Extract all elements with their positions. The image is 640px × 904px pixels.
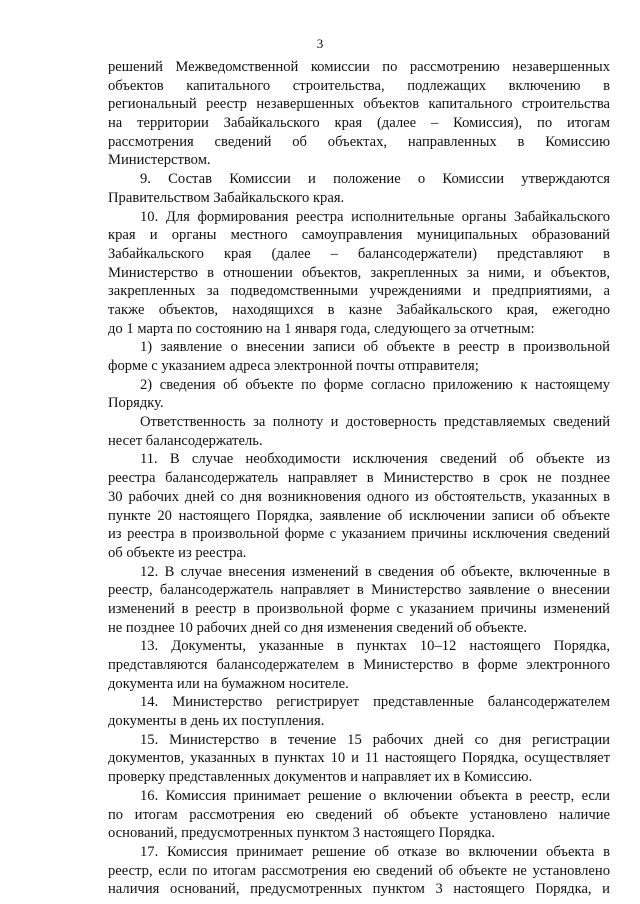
- text-line: Порядку.: [108, 395, 164, 412]
- text-line: объектов капитального строительства, подлежащих включению в: [108, 77, 610, 94]
- text-line: об объекте из реестра.: [108, 544, 247, 561]
- text-line: из реестра в произвольной форме с указанием причины исключения сведений: [108, 526, 610, 543]
- text-line: региональный реестр незавершенных объектов капитального строительства: [108, 96, 610, 113]
- text-line: на территории Забайкальского края (далее – Комиссия), по итогам: [108, 115, 610, 132]
- text-line: 30 рабочих дней со дня возникновения одного из обстоятельств, указанных в: [108, 488, 610, 505]
- text-line: 15. Министерство в течение 15 рабочих дней со дня регистрации: [140, 731, 610, 748]
- text-line: 14. Министерство регистрирует представленные балансодержателем: [140, 694, 610, 711]
- text-line: документа или на бумажном носителе.: [108, 675, 349, 692]
- text-line: оснований, предусмотренных пунктом 3 настоящего Порядка.: [108, 825, 495, 842]
- text-line: Забайкальского края (далее – балансодержатели) представляют в: [108, 245, 610, 262]
- text-line: Правительством Забайкальского края.: [108, 189, 345, 206]
- text-line: реестр, балансодержатель направляет в Министерство заявление о внесении: [108, 582, 610, 599]
- text-line: 10. Для формирования реестра исполнительные органы Забайкальского: [140, 208, 610, 225]
- text-line: 12. В случае внесения изменений в сведения об объекте, включенные в: [140, 563, 610, 580]
- text-line: 1) заявление о внесении записи об объекте в реестр в произвольной: [140, 339, 610, 356]
- text-line: по итогам рассмотрения ею сведений об объекте установлено наличие: [108, 806, 610, 823]
- text-line: 11. В случае необходимости исключения сведений об объекте из: [140, 451, 610, 468]
- text-line: документы в день их поступления.: [108, 713, 325, 730]
- text-line: 9. Состав Комиссии и положение о Комиссии утверждаются: [140, 171, 610, 188]
- text-line: края и органы местного самоуправления муниципальных образований: [108, 227, 610, 244]
- text-line: до 1 марта по состоянию на 1 января года, следующего за отчетным:: [108, 320, 535, 337]
- text-line: 16. Комиссия принимает решение о включении объекта в реестр, если: [140, 787, 610, 804]
- text-line: Министерство в отношении объектов, закрепленных за ними, и объектов,: [108, 264, 610, 281]
- text-line: реестр, если по итогам рассмотрения ею сведений об объекте не установлено: [108, 862, 610, 879]
- text-line: Министерством.: [108, 152, 211, 169]
- text-line: 13. Документы, указанные в пунктах 10–12 настоящего Порядка,: [140, 638, 610, 655]
- text-line: закрепленных за подведомственными учреждениями и предприятиями, а: [108, 283, 610, 300]
- text-line: форме с указанием адреса электронной почты отправителя;: [108, 358, 479, 374]
- text-line: изменений в реестр в произвольной форме с указанием причины изменений: [108, 600, 610, 617]
- text-line: не позднее 10 рабочих дней со дня изменения сведений об объекте.: [108, 619, 528, 636]
- text-line: пункте 20 настоящего Порядка, заявление об исключении записи об объекте: [108, 507, 610, 524]
- text-line: Ответственность за полноту и достоверность представляемых сведений: [140, 414, 610, 431]
- page-number: 3: [316, 36, 324, 51]
- text-line: наличия оснований, предусмотренных пунктом 3 настоящего Порядка, и: [108, 881, 610, 898]
- text-line: проверку представленных документов и направляет их в Комиссию.: [108, 769, 533, 786]
- text-line: реестра балансодержатель направляет в Министерство в срок не позднее: [108, 470, 610, 487]
- text-line: решений Межведомственной комиссии по рассмотрению незавершенных: [108, 59, 610, 75]
- text-line: несет балансодержатель.: [108, 432, 263, 449]
- text-line: 17. Комиссия принимает решение об отказе во включении объекта в: [140, 843, 610, 860]
- text-line: документов, указанных в пунктах 10 и 11 настоящего Порядка, осуществляет: [108, 750, 610, 767]
- text-line: 2) сведения об объекте по форме согласно приложению к настоящему: [140, 376, 610, 393]
- text-line: также объектов, находящихся в казне Забайкальского края, ежегодно: [108, 301, 610, 318]
- document-body: [108, 58, 610, 899]
- text-line: представляются балансодержателем в Министерство в форме электронного: [108, 657, 610, 673]
- text-line: рассмотрения сведений об объектах, направленных в Комиссию: [108, 133, 610, 150]
